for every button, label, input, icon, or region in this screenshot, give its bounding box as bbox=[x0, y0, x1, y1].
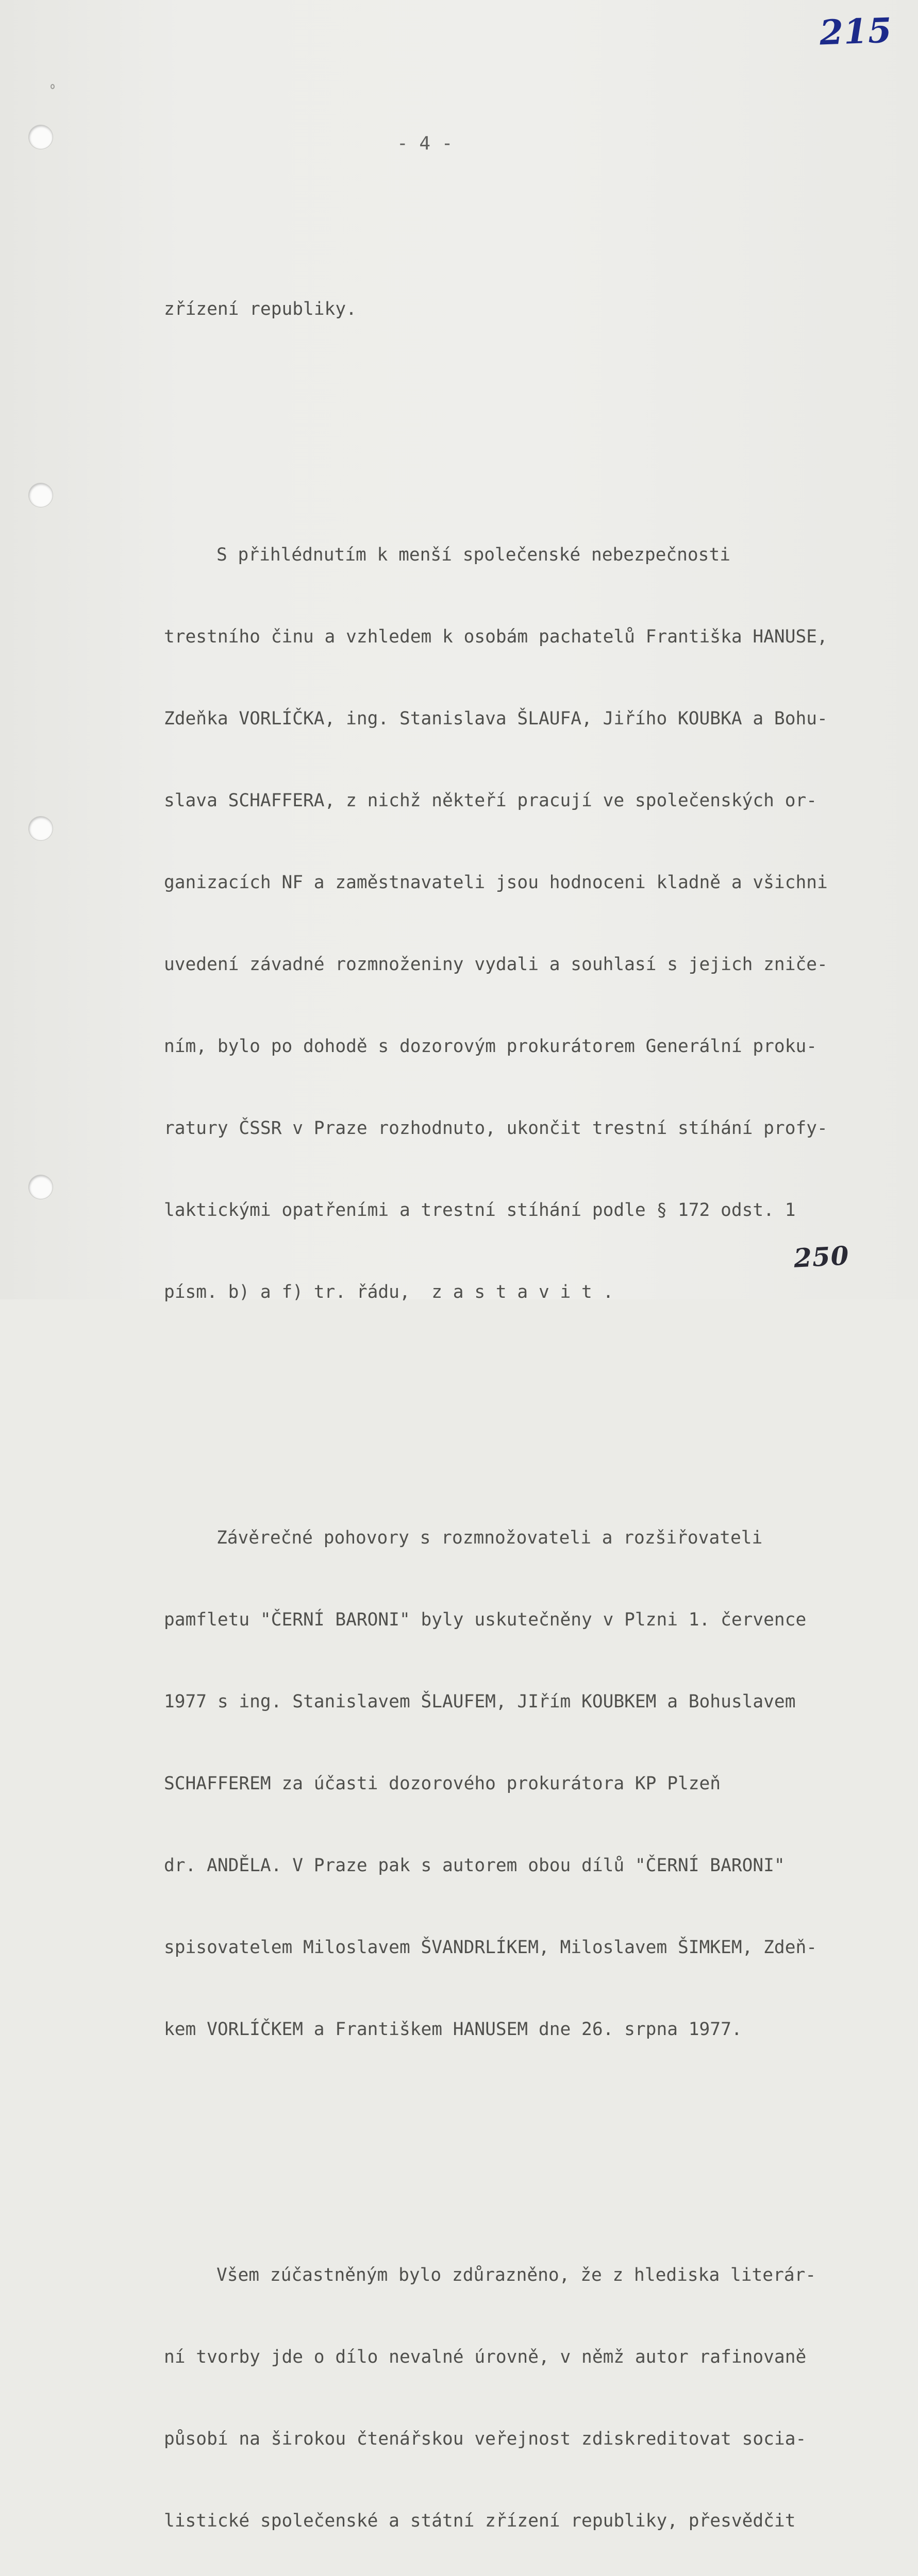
punch-hole bbox=[29, 817, 53, 840]
paper-mark bbox=[51, 84, 55, 89]
paragraph-1 bbox=[164, 241, 906, 378]
punch-hole bbox=[29, 483, 53, 507]
paragraph-2 bbox=[164, 487, 906, 1361]
text-line: slava SCHAFFERA, z nichž někteří pracují ve společenských or- bbox=[164, 790, 817, 811]
text-line: SCHAFFEREM za účasti dozorového prokurátora KP Plzeň bbox=[164, 1773, 721, 1794]
text-line: S přihlédnutím k menší společenské nebezpečnosti bbox=[216, 545, 730, 565]
text-line: zřízení republiky. bbox=[164, 299, 357, 319]
text-line: ratury ČSSR v Praze rozhodnuto, ukončit trestní stíhání profy- bbox=[164, 1118, 828, 1139]
punch-hole bbox=[29, 1175, 53, 1199]
paragraph-4 bbox=[164, 2207, 906, 2576]
typed-body-text bbox=[164, 187, 906, 2576]
text-line: Zdeňka VORLÍČKA, ing. Stanislava ŠLAUFA, Jiřího KOUBKA a Bohu- bbox=[164, 708, 828, 729]
punch-hole bbox=[29, 125, 53, 149]
text-line: kem VORLÍČKEM a Františkem HANUSEM dne 26. srpna 1977. bbox=[164, 2019, 742, 2040]
text-line: ní tvorby jde o dílo nevalné úrovně, v němž autor rafinovaně bbox=[164, 2347, 807, 2367]
text-line: Závěrečné pohovory s rozmnožovateli a rozšiřovateli bbox=[216, 1528, 763, 1548]
text-line: listické společenské a státní zřízení republiky, přesvědčit bbox=[164, 2511, 796, 2531]
page-number: - 4 - bbox=[397, 133, 453, 154]
paragraph-3 bbox=[164, 1470, 906, 2098]
text-line: ním, bylo po dohodě s dozorovým prokurátorem Generální proku- bbox=[164, 1036, 817, 1057]
text-line: písm. b) a f) tr. řádu, z a s t a v i t . bbox=[164, 1282, 614, 1302]
text-line: Všem zúčastněným bylo zdůrazněno, že z hlediska literár- bbox=[216, 2265, 816, 2285]
text-line: působí na širokou čtenářskou veřejnost zdiskreditovat socia- bbox=[164, 2429, 807, 2449]
handwritten-folio-number: 215 bbox=[819, 10, 893, 53]
text-line: pamfletu "ČERNÍ BARONI" byly uskutečněny v Plzni 1. července bbox=[164, 1609, 807, 1630]
text-line: 1977 s ing. Stanislavem ŠLAUFEM, JIřím KOUBKEM a Bohuslavem bbox=[164, 1691, 796, 1712]
text-line: ganizacích NF a zaměstnavateli jsou hodnoceni kladně a všichni bbox=[164, 872, 828, 893]
text-line: laktickými opatřeními a trestní stíhání podle § 172 odst. 1 bbox=[164, 1200, 796, 1221]
text-line: dr. ANDĚLA. V Praze pak s autorem obou dílů "ČERNÍ BARONI" bbox=[164, 1855, 785, 1876]
text-line: spisovatelem Miloslavem ŠVANDRLÍKEM, Miloslavem ŠIMKEM, Zdeň- bbox=[164, 1937, 817, 1958]
handwritten-page-number: 250 bbox=[793, 1240, 850, 1274]
text-line: trestního činu a vzhledem k osobám pachatelů Františka HANUSE, bbox=[164, 626, 828, 647]
text-line: uvedení závadné rozmnoženiny vydali a souhlasí s jejich zniče- bbox=[164, 954, 828, 975]
